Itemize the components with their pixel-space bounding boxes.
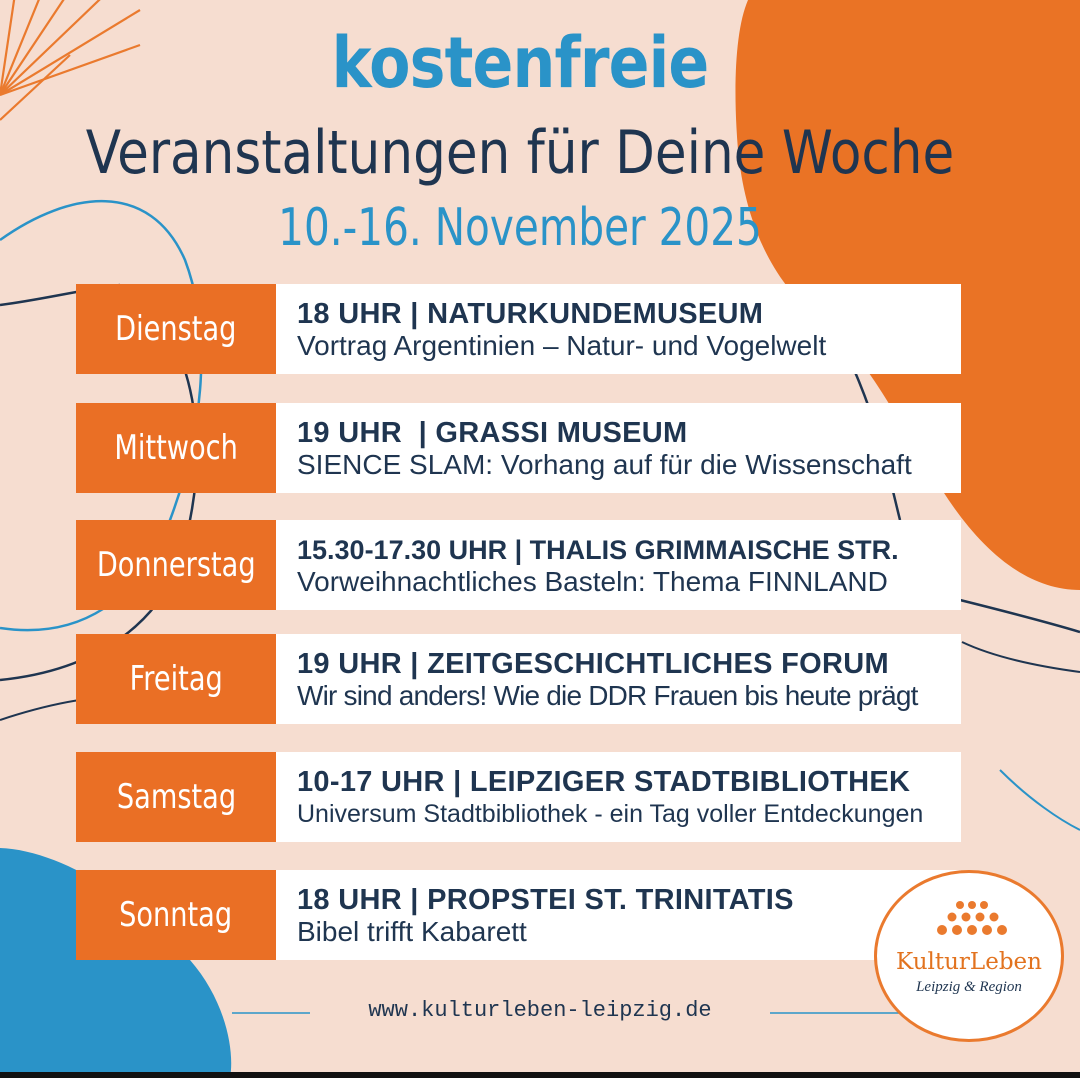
day-label: Donnerstag (76, 520, 276, 610)
event-heading: 18 UHR | PROPSTEI ST. TRINITATIS (297, 884, 794, 916)
event-row (76, 284, 961, 374)
event-row (76, 634, 961, 724)
day-label: Samstag (76, 752, 276, 842)
event-description: Universum Stadtbibliothek - ein Tag voller Entdeckungen (297, 800, 924, 828)
event-info (276, 403, 961, 493)
date-range: 10.-16. November 2025 (278, 198, 762, 258)
website-url[interactable]: www.kulturleben-leipzig.de (368, 998, 712, 1023)
event-row (76, 752, 961, 842)
logo-subtitle: Leipzig & Region (916, 979, 1022, 995)
dots-icon (932, 899, 1012, 945)
event-heading: 19 UHR | GRASSI MUSEUM (297, 417, 688, 449)
bottom-border (0, 1072, 1080, 1078)
event-info (276, 870, 961, 960)
title-free: kostenfreie (331, 22, 709, 104)
event-description: Wir sind anders! Wie die DDR Frauen bis heute prägt (297, 680, 918, 711)
logo-name: KulturLeben (896, 949, 1042, 975)
event-description: Bibel trifft Kabarett (297, 916, 527, 947)
day-label: Mittwoch (76, 403, 276, 493)
event-info (276, 634, 961, 724)
event-row (76, 870, 961, 960)
event-heading: 10-17 UHR | LEIPZIGER STADTBIBLIOTHEK (297, 766, 911, 798)
day-label: Sonntag (76, 870, 276, 960)
kulturleben-logo (874, 870, 1064, 1042)
event-description: Vortrag Argentinien – Natur- und Vogelwelt (297, 330, 827, 361)
event-info (276, 520, 961, 610)
event-heading: 18 UHR | NATURKUNDEMUSEUM (297, 298, 764, 330)
event-row (76, 403, 961, 493)
event-row (76, 520, 961, 610)
event-description: SIENCE SLAM: Vorhang auf für die Wissenschaft (297, 449, 912, 480)
event-description: Vorweihnachtliches Basteln: Thema FINNLAND (297, 566, 888, 597)
event-info (276, 284, 961, 374)
event-heading: 15.30-17.30 UHR | THALIS GRIMMAISCHE STR. (297, 535, 899, 565)
page-title: Veranstaltungen für Deine Woche (85, 118, 955, 188)
day-label: Freitag (76, 634, 276, 724)
day-label: Dienstag (76, 284, 276, 374)
event-info (276, 752, 961, 842)
event-heading: 19 UHR | ZEITGESCHICHTLICHES FORUM (297, 648, 889, 680)
